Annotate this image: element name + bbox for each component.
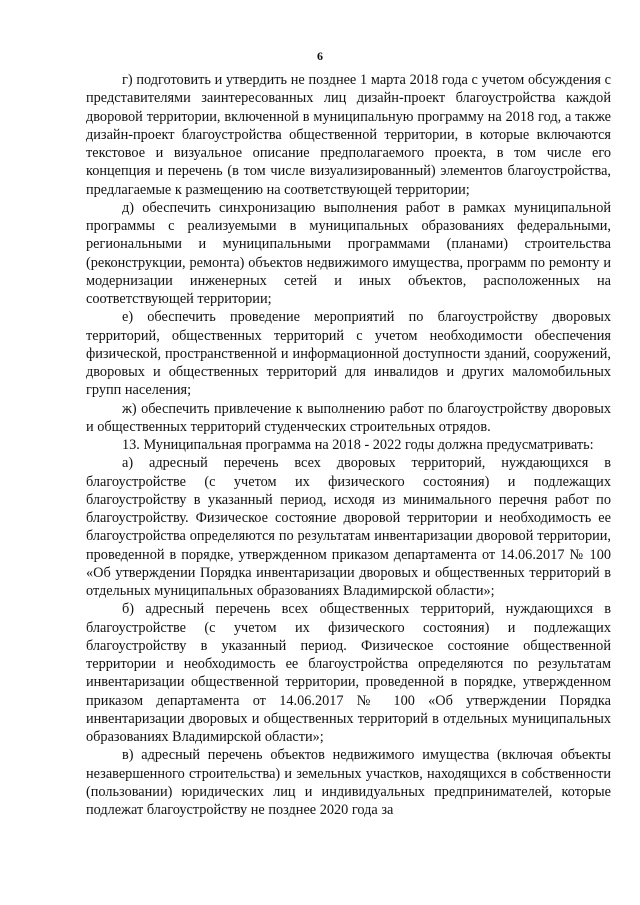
document-body	[86, 71, 611, 819]
paragraph-v: в) адресный перечень объектов недвижимого имущества (включая объекты незавершенного строительства) и земельных участков, находящихся в собственности (пользовании) юридических лиц и индивидуальных предпринимателей, которые подлежат благоустройству не позднее 2020 года за	[86, 747, 611, 818]
paragraph-a: а) адресный перечень всех дворовых территорий, нуждающихся в благоустройстве (с учетом их физического состояния) и подлежащих благоустройству в указанный период, исходя из минимального перечня работ по благоустройству. Физическое состояние дворовой территории и необходимость ее благоустройства определяются по результатам инвентаризации дворовой территории, проведенной в порядке, утвержденном приказом департамента от 14.06.2017 № 100 «Об утверждении Порядка инвентаризации дворовых и общественных территорий в отдельных муниципальных образованиях Владимирской области»;	[86, 455, 611, 599]
paragraph-g: г) подготовить и утвердить не позднее 1 марта 2018 года с учетом обсуждения с представителями заинтересованных лиц дизайн-проект благоустройства каждой дворовой территории, включенной в муниципальную программу на 2018 год, а также дизайн-проект благоустройства общественной территории, в которые включаются текстовое и визуальное описание предполагаемого проекта, в том числе его концепция и перечень (в том числе визуализированный) элементов благоустройства, предлагаемые к размещению на соответствующей территории;	[86, 72, 611, 198]
paragraph-e: е) обеспечить проведение мероприятий по благоустройству дворовых территорий, общественных территорий с учетом необходимости обеспечения физической, пространственной и информационной доступности зданий, сооружений, дворовых и общественных территорий для инвалидов и других маломобильных групп населения;	[86, 309, 611, 399]
paragraph-d: д) обеспечить синхронизацию выполнения работ в рамках муниципальной программы с реализуемыми в муниципальных образованиях федеральными, региональными и муниципальными программами (планами) строительства (реконструкции, ремонта) объектов недвижимого имущества, программ по ремонту и модернизации инженерных сетей и иных объектов, расположенных на соответствующей территории;	[86, 199, 611, 307]
page-number: 6	[317, 49, 323, 63]
paragraph-zh: ж) обеспечить привлечение к выполнению работ по благоустройству дворовых и общественных территорий студенческих строительных отрядов.	[86, 400, 611, 435]
paragraph-b: б) адресный перечень всех общественных территорий, нуждающихся в благоустройстве (с учетом их физического состояния) и подлежащих благоустройству в указанный период. Физическое состояние общественной территории и необходимость ее благоустройства определяются по результатам инвентаризации общественной территории, проведенной в порядке, утвержденном приказом департамента от 14.06.2017 № 100 «Об утверждении Порядка инвентаризации дворовых и общественных территорий в отдельных муниципальных образованиях Владимирской области»;	[86, 601, 611, 745]
paragraph-13: 13. Муниципальная программа на 2018 - 2022 годы должна предусматривать:	[122, 437, 594, 453]
